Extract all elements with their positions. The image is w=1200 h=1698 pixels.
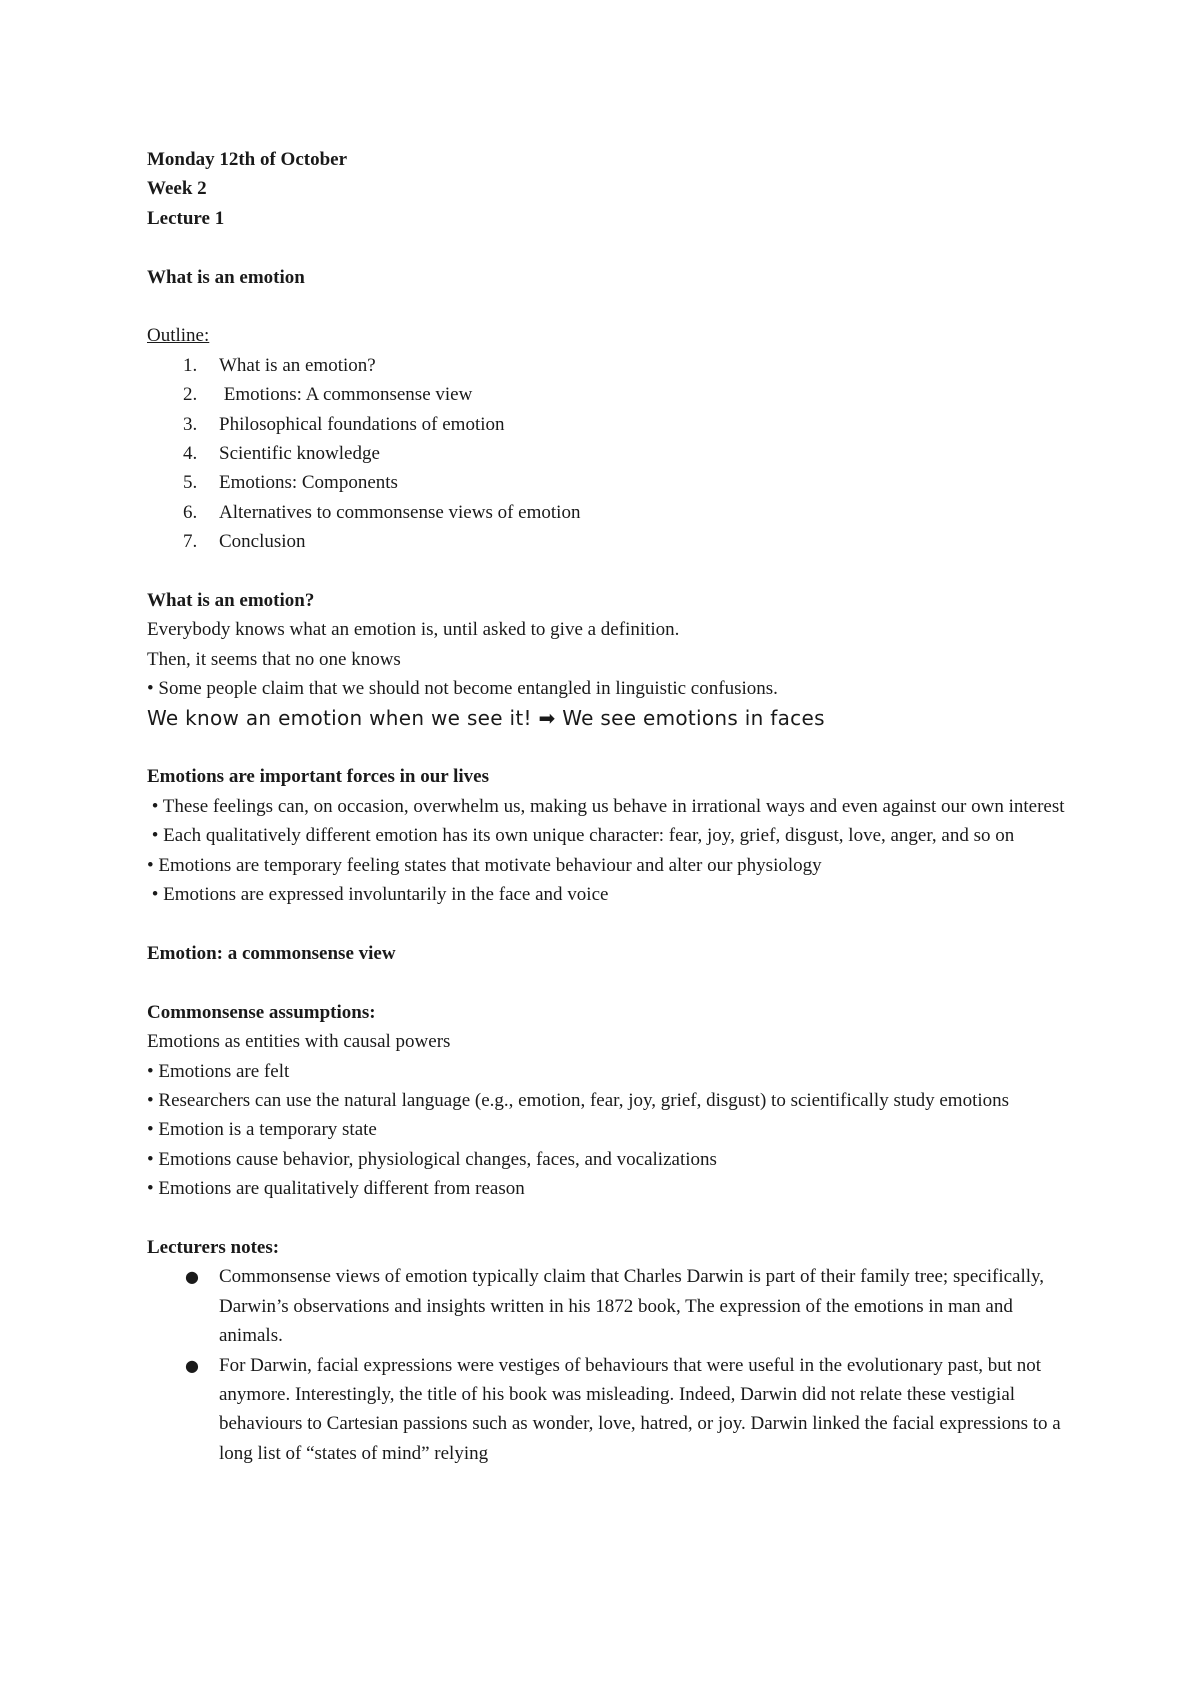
document-page	[147, 145, 1067, 1468]
date-heading: Monday 12th of October	[147, 149, 348, 170]
outline-item: 3. Philosophical foundations of emotion	[183, 413, 505, 435]
notes-item: ● Commonsense views of emotion typically claim that Charles Darwin is part of their family tree; specifically, Darwin’s observations and insights written in his 1872 book, The expression of the emotions in man and animals.	[147, 1262, 1067, 1350]
section-heading-lecturer-notes: Lecturers notes:	[147, 1236, 280, 1258]
emphasis-line: We know an emotion when we see it! ➡ We see emotions in faces	[147, 705, 825, 730]
bullet-line: • Emotions are qualitatively different from reason	[147, 1178, 525, 1200]
section-heading-forces: Emotions are important forces in our lives	[147, 766, 489, 788]
lecture-heading: Lecture 1	[147, 207, 225, 229]
outline-item: 1. What is an emotion?	[183, 354, 376, 376]
outline-item: 2. Emotions: A commonsense view	[183, 384, 473, 406]
bullet-line: • Emotion is a temporary state	[147, 1119, 377, 1141]
section-heading-what-is-emotion: What is an emotion?	[147, 590, 315, 612]
week-heading: Week 2	[147, 178, 207, 200]
paragraph-line: Emotions as entities with causal powers	[147, 1031, 451, 1053]
bullet-line: • Each qualitatively different emotion has its own unique character: fear, joy, grief, disgust, love, anger, and so on	[147, 825, 1015, 847]
bullet-line: • Emotions are expressed involuntarily in the face and voice	[147, 884, 609, 906]
section-heading-commonsense-view: Emotion: a commonsense view	[147, 942, 396, 964]
bullet-line: • Researchers can use the natural language (e.g., emotion, fear, joy, grief, disgust) to scientifically study emotions	[147, 1089, 1010, 1111]
outline-list	[147, 351, 1067, 557]
document-title: What is an emotion	[147, 266, 305, 288]
paragraph-line: Then, it seems that no one knows	[147, 648, 401, 670]
bullet-line: • Emotions cause behavior, physiological changes, faces, and vocalizations	[147, 1148, 717, 1170]
bullet-icon: ●	[185, 1267, 199, 1287]
bullet-line: • These feelings can, on occasion, overwhelm us, making us behave in irrational ways and even against our own interest	[147, 795, 1065, 817]
bullet-line: • Emotions are felt	[147, 1060, 290, 1082]
outline-item: 6. Alternatives to commonsense views of emotion	[183, 501, 581, 523]
notes-item: ● For Darwin, facial expressions were vestiges of behaviours that were useful in the evolutionary past, but not anymore. Interestingly, the title of his book was misleading. Indeed, Darwin did not relate these vestigial behaviours to Cartesian passions such as wonder, love, hatred, or joy. Darwin linked the facial expressions to a long list of “states of mind” relying	[147, 1351, 1067, 1469]
outline-item: 5. Emotions: Components	[183, 472, 398, 494]
outline-item: 7. Conclusion	[183, 531, 306, 553]
bullet-line: • Emotions are temporary feeling states that motivate behaviour and alter our physiology	[147, 854, 822, 876]
section-heading-assumptions: Commonsense assumptions:	[147, 1001, 376, 1023]
outline-heading: Outline:	[147, 325, 210, 347]
bullet-icon: ●	[185, 1355, 199, 1375]
notes-list	[147, 1262, 1067, 1468]
bullet-line: • Some people claim that we should not become entangled in linguistic confusions.	[147, 678, 778, 700]
paragraph-line: Everybody knows what an emotion is, until asked to give a definition.	[147, 619, 680, 641]
outline-item: 4. Scientific knowledge	[183, 443, 380, 465]
